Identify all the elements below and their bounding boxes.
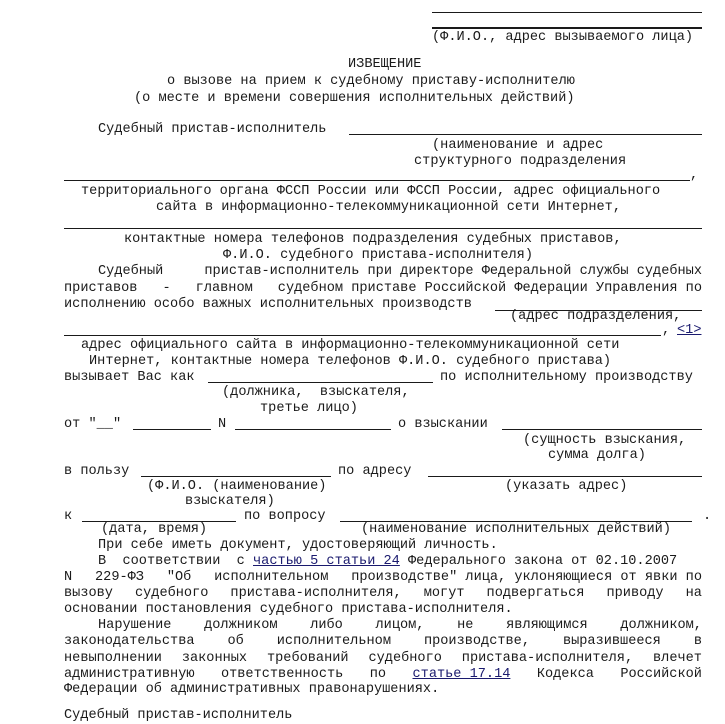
address-caption: (указать адрес) [505,479,628,494]
recovery-caption-1: (сущность взыскания, [523,433,687,448]
signature-label: Судебный пристав-исполнитель [64,708,293,723]
paragraph-1-line-1: В соответствии с частью 5 статьи 24 Федерального закона от 02.10.2007 [98,554,678,569]
datetime-caption: (дата, время) [101,522,208,537]
bailiff-caption-6: Ф.И.О. судебного пристава-исполнителя) [223,248,533,263]
addressee-caption: (Ф.И.О., адрес вызываемого лица) [432,30,694,45]
role-caption-1: (должника, взыскателя, [222,385,410,400]
footnote-link[interactable]: <1> [677,323,702,338]
addressee-line-2[interactable] [432,27,702,29]
addressee-line-1[interactable] [432,12,702,13]
comma: , [662,323,671,338]
paragraph-1-line-2: N 229-ФЗ "Об исполнительном производстве" лица, уклоняющиеся от явки по [64,570,702,585]
special-line-3: исполнению особо важных исполнительных производств [64,297,472,312]
bailiff-label: Судебный пристав-исполнитель [98,122,327,137]
at-address-label: по адресу [338,464,412,479]
in-favor-label: в пользу [64,464,130,479]
bailiff-unit-field-3[interactable] [64,228,702,229]
paragraph-1-line-4: основании постановления судебного пристава-исполнителя. [64,602,513,617]
proceeding-number-field[interactable] [235,429,391,430]
id-note: При себе иметь документ, удостоверяющий личность. [98,538,498,553]
paragraph-2-line-3: невыполнении законных требований судебного пристава-исполнителя, влечет [64,651,702,666]
special-line-2: приставов - главном судебном приставе Российской Федерации Управления по [64,281,702,296]
period: . [703,509,712,524]
bailiff-caption-1: (наименование и адрес [432,138,604,153]
document-title: ИЗВЕЩЕНИЕ [348,57,422,72]
bailiff-caption-3: территориального органа ФССП России или ФССП России, адрес официального [81,184,661,199]
paragraph-2-line-5: Федерации об административных правонарушениях. [64,682,440,697]
paragraph-2-line-4: административную ответственность по статье 17.14 Кодекса Российской [64,667,702,682]
comma: , [690,168,699,183]
special-caption-3: Интернет, контактные номера телефонов Ф.И.О. судебного пристава) [89,354,612,369]
document-subtitle-2: (о месте и времени совершения исполнительных действий) [134,91,575,106]
law-part-link[interactable]: частью 5 статьи 24 [253,554,400,569]
on-matter-label: по вопросу [244,509,326,524]
bailiff-unit-field-2[interactable] [64,180,690,181]
special-line-1: Судебный пристав-исполнитель при директоре Федеральной службы судебных [98,264,702,279]
role-caption-2: третье лицо) [260,401,358,416]
paragraph-2-line-2: законодательства об исполнительном производстве, выразившееся в [64,634,702,649]
code-article-link[interactable]: статье 17.14 [412,667,511,682]
actions-caption: (наименование исполнительных действий) [361,522,671,537]
paragraph-1-line-3: вызову судебного пристава-исполнителя, могут подвергаться приводу на [64,586,702,601]
special-caption-1: (адрес подразделения, [510,309,682,324]
special-caption-2: адрес официального сайта в информационно-телекоммуникационной сети [81,338,620,353]
special-address-field-2[interactable] [64,335,661,336]
bailiff-caption-2: структурного подразделения [414,154,627,169]
calls-you-as-label: вызывает Вас как [64,370,195,385]
to-label: к [64,509,73,524]
document-subtitle: о вызове на прием к судебному приставу-исполнителю [167,74,575,89]
in-proceedings-label: по исполнительному производству [440,370,693,385]
role-field[interactable] [208,382,433,383]
bailiff-caption-5: контактные номера телефонов подразделения судебных приставов, [124,232,622,247]
paragraph-2-line-1: Нарушение должником либо лицом, не являющимся должником, [98,618,702,633]
from-label: от "__" [64,417,122,432]
recovery-field[interactable] [502,429,702,430]
creditor-caption-1: (Ф.И.О. (наименование) [147,479,327,494]
bailiff-unit-field[interactable] [349,134,702,135]
recovery-caption-2: сумма долга) [548,448,646,463]
number-sign: N [218,417,227,432]
bailiff-caption-4: сайта в информационно-телекоммуникационной сети Интернет, [156,200,621,215]
creditor-field[interactable] [141,476,331,477]
date-field[interactable] [133,429,211,430]
address-field[interactable] [428,476,702,477]
on-recovery-label: о взыскании [398,417,488,432]
creditor-caption-2: взыскателя) [185,494,275,509]
